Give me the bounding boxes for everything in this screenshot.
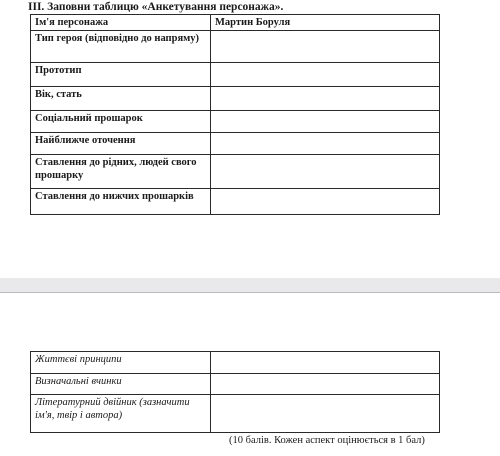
table-row bbox=[31, 111, 440, 133]
row-label-attitude-lower-classes: Ставлення до нижчих прошарків bbox=[31, 189, 211, 215]
row-label-hero-type: Тип героя (відповідно до напряму) bbox=[31, 31, 211, 63]
header-cell-character-value: Мартин Боруля bbox=[211, 15, 440, 31]
row-label-prototype: Прототип bbox=[31, 63, 211, 87]
answer-cell-key-actions[interactable] bbox=[211, 374, 440, 395]
task-heading: ІІІ. Заповни таблицю «Анкетування персонажа». bbox=[28, 1, 284, 13]
answer-cell-social-class[interactable] bbox=[211, 111, 440, 133]
answer-cell-close-circle[interactable] bbox=[211, 133, 440, 155]
table-row bbox=[31, 31, 440, 63]
character-questionnaire-table-continued bbox=[30, 351, 440, 433]
scoring-note: (10 балів. Кожен аспект оцінюється в 1 бал) bbox=[229, 435, 425, 446]
table-row bbox=[31, 374, 440, 395]
table-row bbox=[31, 189, 440, 215]
answer-cell-attitude-relatives[interactable] bbox=[211, 155, 440, 189]
answer-cell-prototype[interactable] bbox=[211, 63, 440, 87]
answer-cell-hero-type[interactable] bbox=[211, 31, 440, 63]
answer-cell-literary-double[interactable] bbox=[211, 395, 440, 433]
table-row bbox=[31, 352, 440, 374]
row-label-literary-double: Літературний двійник (зазначити ім'я, твір і автора) bbox=[31, 395, 211, 433]
character-questionnaire-table bbox=[30, 14, 440, 215]
row-label-close-circle: Найближче оточення bbox=[31, 133, 211, 155]
table-row bbox=[31, 87, 440, 111]
row-label-social-class: Соціальний прошарок bbox=[31, 111, 211, 133]
row-label-attitude-relatives: Ставлення до рідних, людей свого прошарку bbox=[31, 155, 211, 189]
page-edge-line bbox=[0, 292, 500, 293]
row-label-life-principles: Життєві принципи bbox=[31, 352, 211, 374]
answer-cell-age-sex[interactable] bbox=[211, 87, 440, 111]
row-label-age-sex: Вік, стать bbox=[31, 87, 211, 111]
header-cell-character-name: Ім'я персонажа bbox=[31, 15, 211, 31]
table-row bbox=[31, 395, 440, 433]
table-row bbox=[31, 155, 440, 189]
table-row bbox=[31, 133, 440, 155]
answer-cell-attitude-lower-classes[interactable] bbox=[211, 189, 440, 215]
table-row bbox=[31, 63, 440, 87]
answer-cell-life-principles[interactable] bbox=[211, 352, 440, 374]
page-separator bbox=[0, 278, 500, 292]
table-header-row bbox=[31, 15, 440, 31]
row-label-key-actions: Визначальні вчинки bbox=[31, 374, 211, 395]
